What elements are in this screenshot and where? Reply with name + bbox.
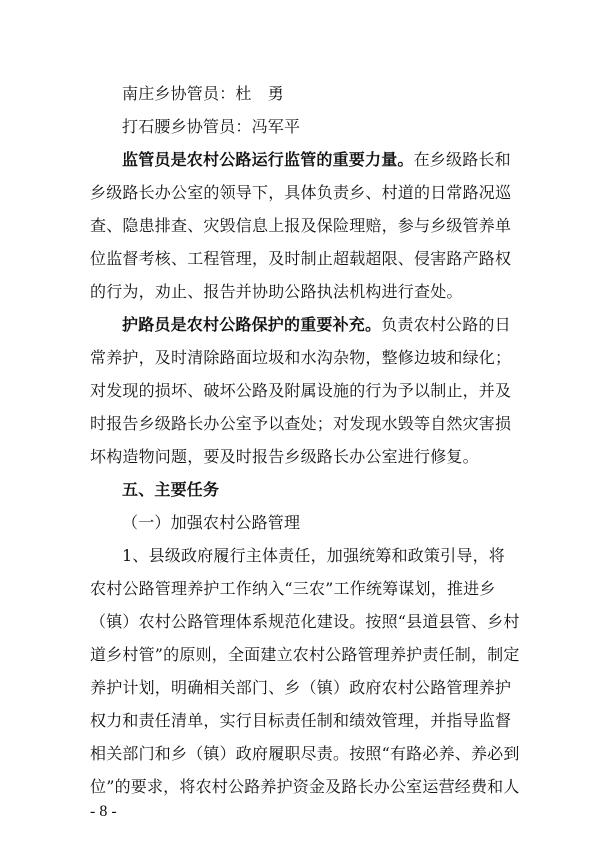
maintainer-line: 对发现的损坏、破坏公路及附属设施的行为予以制止，并及	[90, 381, 512, 400]
supervisor-line: 的行为，劝止、报告并协助公路执法机构进行查处。	[90, 282, 463, 301]
maintainer-paragraph-first-line	[122, 315, 520, 335]
item1-line: 农村公路管理养护工作纳入“三农”工作统筹谋划，推进乡	[90, 579, 496, 598]
supervisor-line: 乡级路长办公室的领导下，具体负责乡、村道的日常路况巡	[90, 183, 512, 202]
roster-line-2: 打石腰乡协管员：冯军平	[122, 117, 301, 136]
item1-line: （镇）农村公路管理体系规范化建设。按照“县道县管、乡村	[90, 612, 520, 631]
item1-line: 养护计划，明确相关部门、乡（镇）政府农村公路管理养护	[90, 678, 512, 697]
supervisor-lead: 监管员是农村公路运行监管的重要力量。	[122, 150, 414, 169]
supervisor-paragraph-first-line	[122, 150, 520, 170]
subsection-heading: （一）加强农村公路管理	[122, 513, 301, 532]
supervisor-line: 位监督考核、工程管理，及时制止超载超限、侵害路产路权	[90, 249, 512, 268]
maintainer-line: 常养护，及时清除路面垃圾和水沟杂物，整修边坡和绿化；	[90, 348, 512, 367]
maintainer-first-rest: 负责农村公路的日	[381, 315, 511, 334]
item1-line: 权力和责任清单，实行目标责任制和绩效管理，并指导监督	[90, 711, 512, 730]
maintainer-line: 坏构造物问题，要及时报告乡级路长办公室进行修复。	[90, 447, 479, 466]
supervisor-first-rest: 在乡级路长和	[413, 150, 511, 169]
page-number: - 8 -	[90, 803, 117, 820]
item1-line: 相关部门和乡（镇）政府履职尽责。按照“有路必养、养必到	[90, 744, 520, 763]
item1-line: 道乡村管”的原则，全面建立农村公路管理养护责任制，制定	[90, 645, 520, 664]
item1-first-line: 1、县级政府履行主体责任，加强统筹和政策引导，将	[122, 546, 505, 565]
roster-line-1: 南庄乡协管员：杜 勇	[122, 84, 285, 103]
supervisor-line: 查、隐患排查、灾毁信息上报及保险理赔，参与乡级管养单	[90, 216, 512, 235]
maintainer-line: 时报告乡级路长办公室予以查处；对发现水毁等自然灾害损	[90, 414, 512, 433]
maintainer-lead: 护路员是农村公路保护的重要补充。	[122, 315, 382, 334]
item1-line: 位”的要求，将农村公路养护资金及路长办公室运营经费和人	[90, 777, 520, 796]
section-heading: 五、主要任务	[122, 480, 220, 499]
